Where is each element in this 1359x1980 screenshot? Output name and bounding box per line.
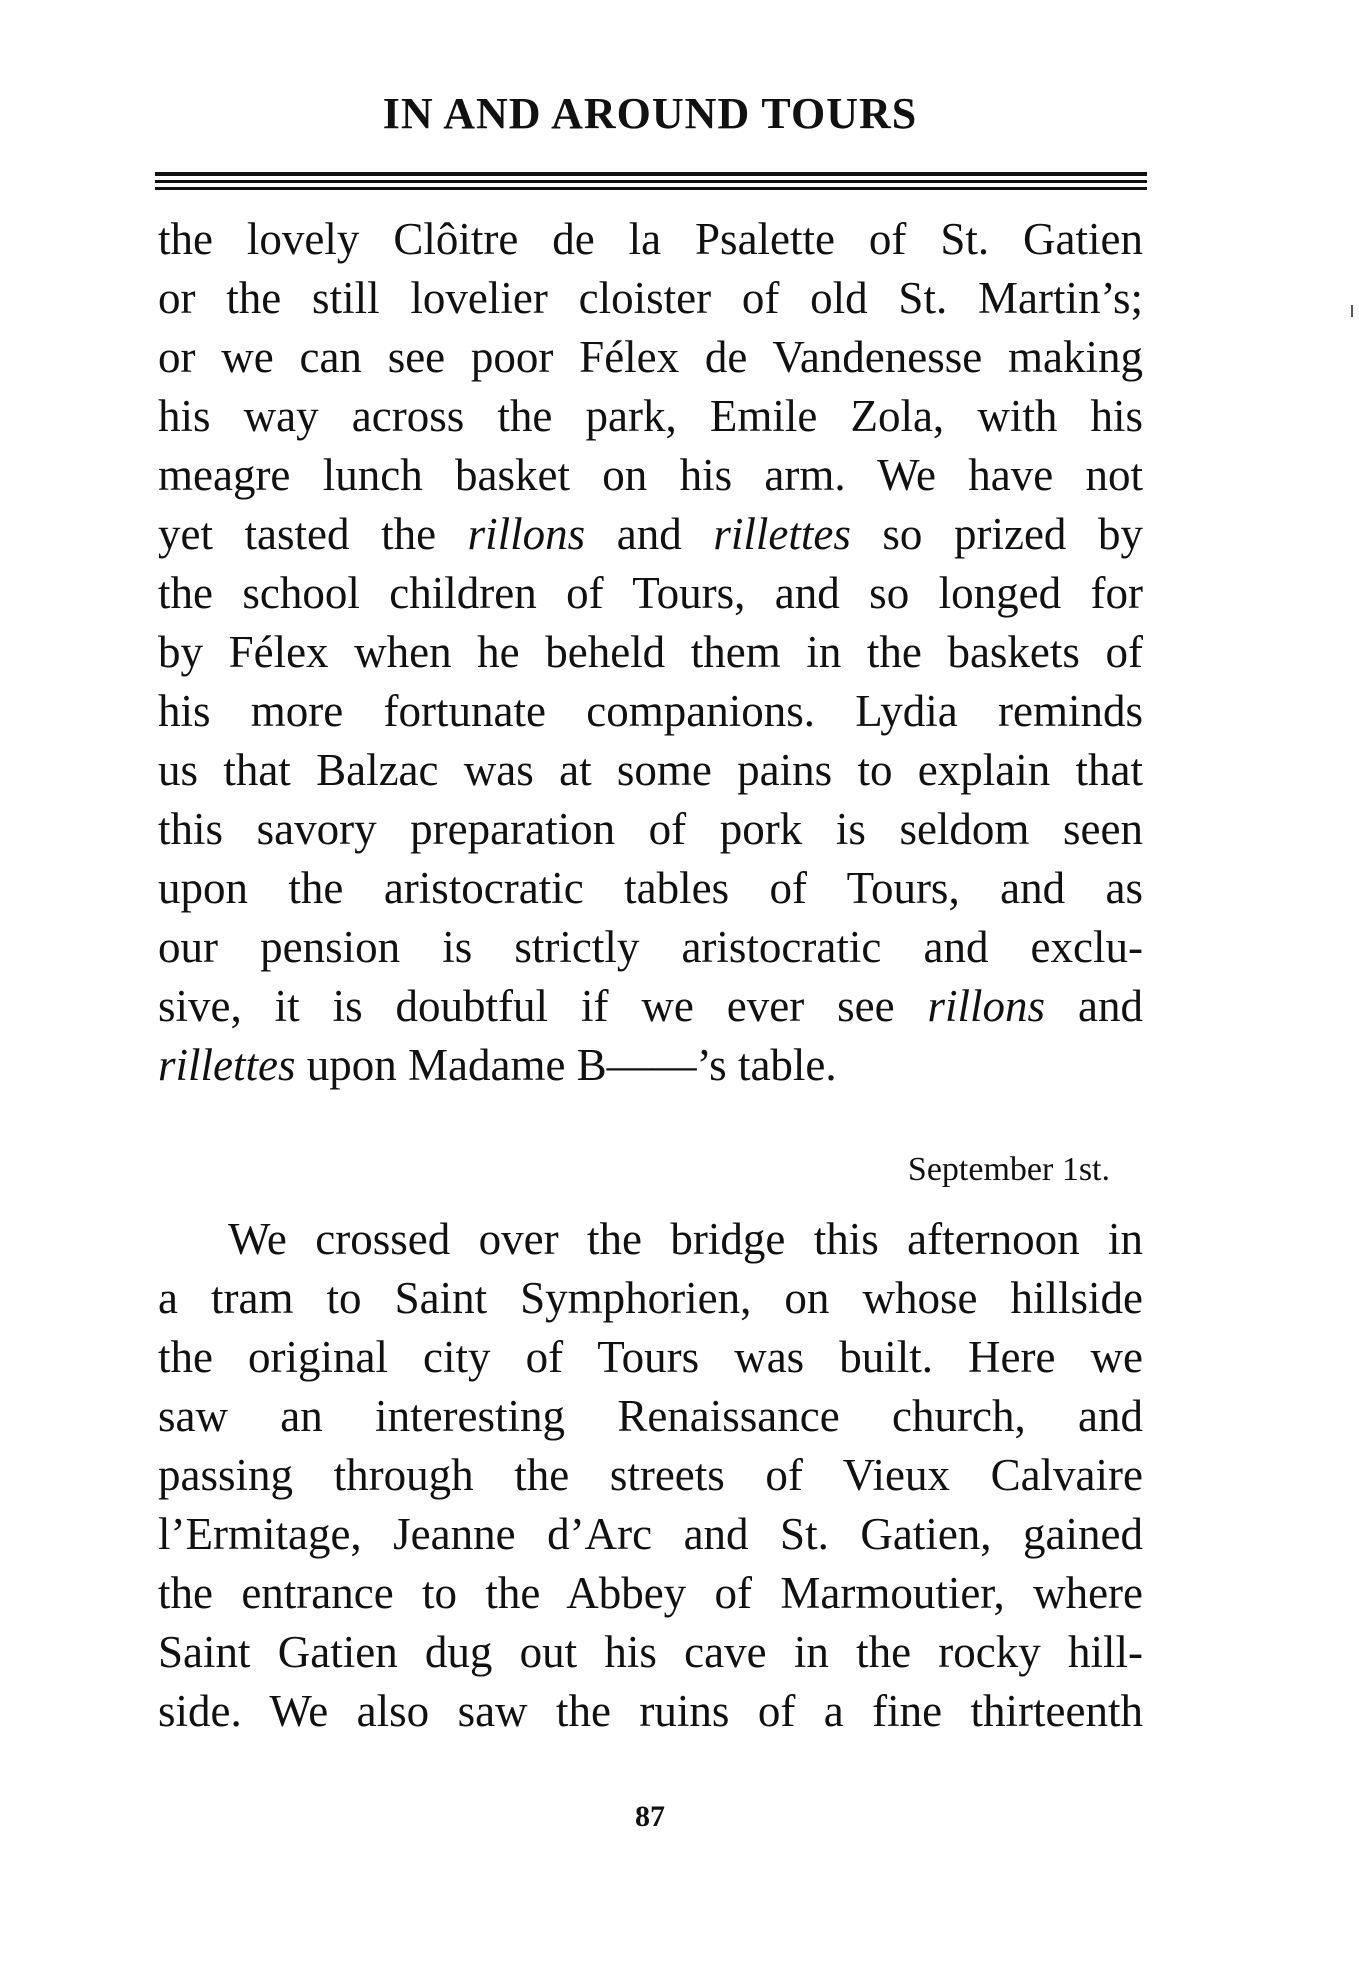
text-line: meagre lunch basket on his arm. We have not (158, 450, 1143, 500)
text-line: his way across the park, Emile Zola, with his (158, 391, 1143, 441)
margin-mark (1351, 305, 1353, 317)
text-line: the original city of Tours was built. Here we (158, 1332, 1143, 1382)
text-line: the entrance to the Abbey of Marmoutier, where (158, 1568, 1143, 1618)
text-line: Saint Gatien dug out his cave in the rocky hill- (158, 1627, 1143, 1677)
text-line: the lovely Clôitre de la Psalette of St. Gatien (158, 214, 1143, 264)
text-line: We crossed over the bridge this afternoon in (228, 1214, 1143, 1264)
header-rule (155, 180, 1147, 183)
text-line: his more fortunate companions. Lydia reminds (158, 686, 1143, 736)
text-line (158, 1036, 1143, 1095)
paragraph-1 (158, 210, 1143, 1095)
text-line: by Félex when he beheld them in the baskets of (158, 627, 1143, 677)
text-line: upon the aristocratic tables of Tours, and as (158, 863, 1143, 913)
text-line (158, 505, 1143, 564)
text-line: or we can see poor Félex de Vandenesse making (158, 332, 1143, 382)
italic-term: rillons (927, 981, 1046, 1031)
text-run: sive, it is doubtful if we ever see (158, 981, 928, 1031)
text-line: or the still lovelier cloister of old St. Martin’s; (158, 273, 1143, 323)
text-line: passing through the streets of Vieux Calvaire (158, 1450, 1143, 1500)
italic-term: rillons (467, 509, 586, 559)
text-run: so prized by (850, 509, 1144, 559)
running-head: IN AND AROUND TOURS (382, 89, 918, 138)
italic-term: rillettes (158, 1040, 296, 1090)
text-line: side. We also saw the ruins of a fine thirteenth (158, 1686, 1143, 1736)
text-line: saw an interesting Renaissance church, and (158, 1391, 1143, 1441)
page-number: 87 (635, 1800, 665, 1833)
text-line: a tram to Saint Symphorien, on whose hillside (158, 1273, 1143, 1323)
text-run: and (1045, 981, 1143, 1031)
text-line (158, 977, 1143, 1036)
italic-term: rillettes (713, 509, 851, 559)
paragraph-2 (158, 1210, 1143, 1741)
text-run: yet tasted the (158, 509, 468, 559)
text-line: this savory preparation of pork is seldom seen (158, 804, 1143, 854)
text-line: the school children of Tours, and so longed for (158, 568, 1143, 618)
text-line: l’Ermitage, Jeanne d’Arc and St. Gatien, gained (158, 1509, 1143, 1559)
text-run: and (585, 509, 714, 559)
header-rule (155, 172, 1147, 176)
text-line: our pension is strictly aristocratic and exclu- (158, 922, 1143, 972)
text-line: us that Balzac was at some pains to explain that (158, 745, 1143, 795)
date-heading: September 1st. (907, 1151, 1110, 1188)
text-run: upon Madame B——’s table. (295, 1040, 837, 1090)
header-rule (155, 187, 1147, 190)
